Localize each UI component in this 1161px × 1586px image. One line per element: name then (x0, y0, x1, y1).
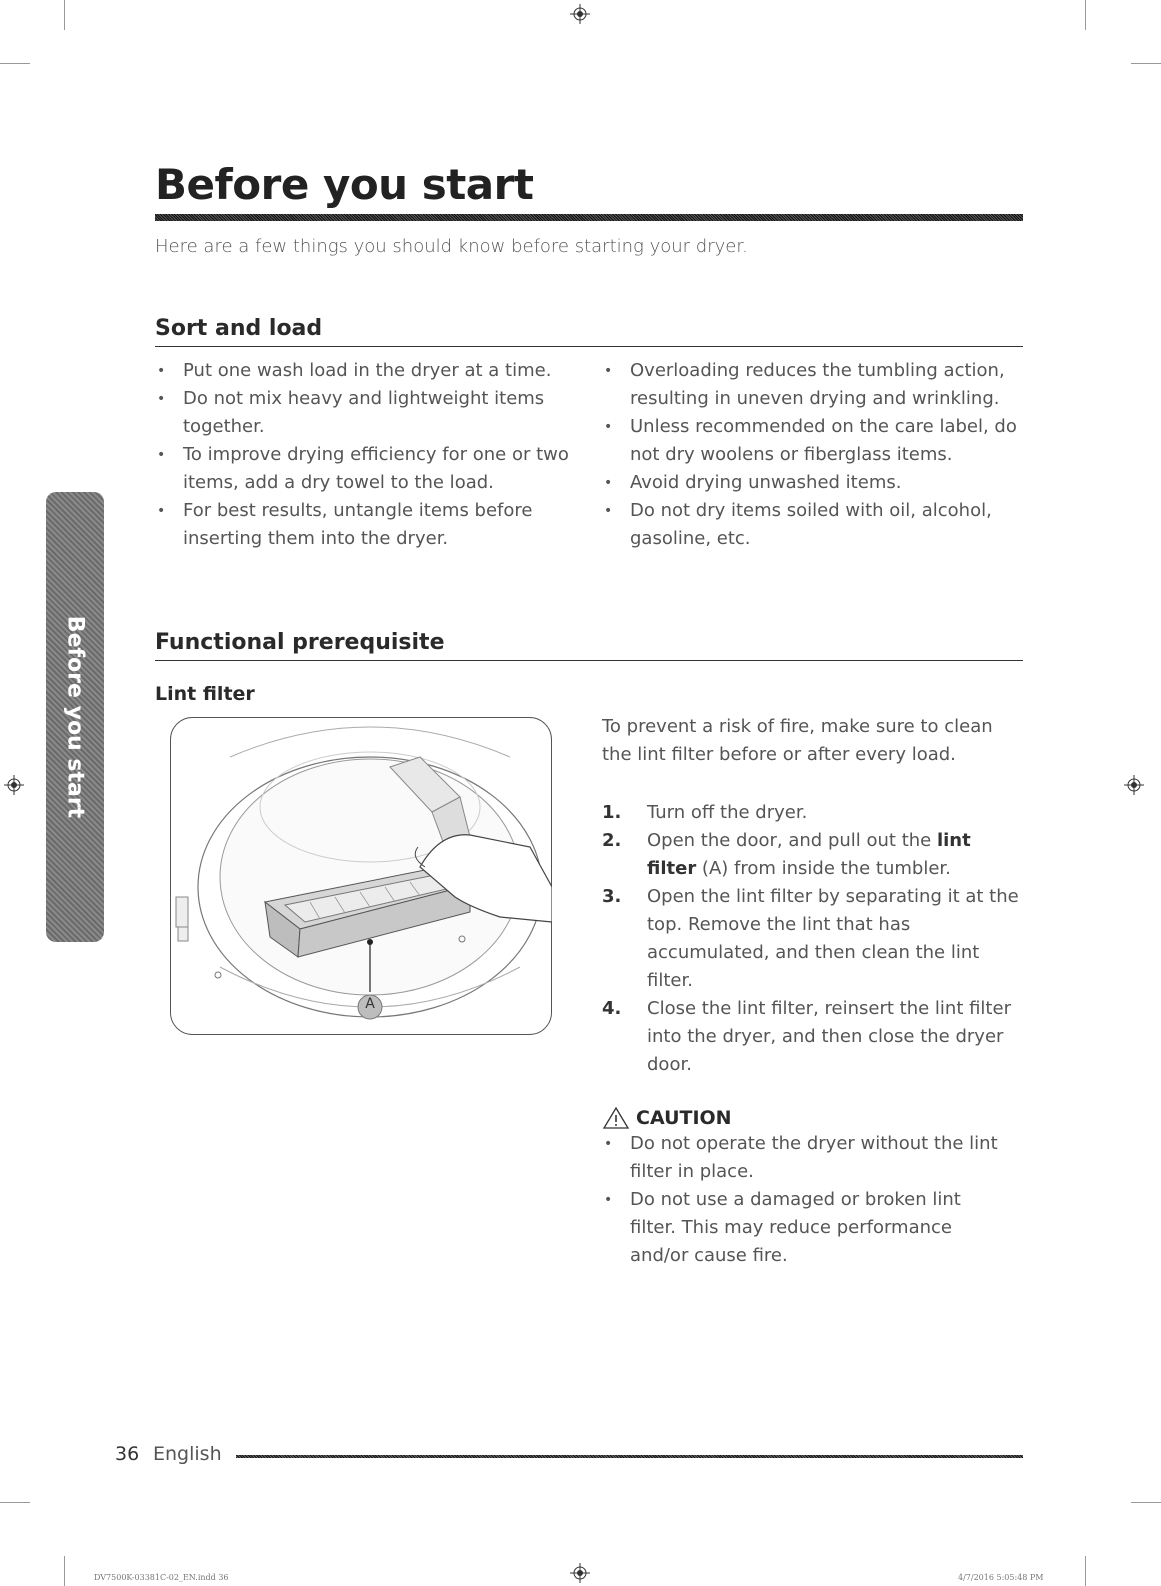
section-heading-functional-prerequisite: Functional prerequisite (155, 630, 445, 655)
section-rule (155, 660, 1023, 661)
step-item (602, 799, 1022, 827)
registration-mark-icon (570, 4, 590, 24)
crop-mark (0, 63, 30, 64)
list-item: • Do not dry items soiled with oil, alcohol, gasoline, etc. (602, 497, 1022, 553)
lint-filter-steps (602, 799, 1022, 1079)
figure-label-a: A (365, 996, 375, 1012)
print-slug-date: 4/7/2016 5:05:48 PM (958, 1573, 1044, 1582)
caution-label: CAUTION (636, 1107, 732, 1129)
step-text-bold: lint filter (647, 830, 971, 879)
footer-language: English (153, 1443, 222, 1465)
sort-load-left-list (155, 357, 570, 553)
title-rule (155, 214, 1023, 221)
sort-load-right-list (602, 357, 1022, 553)
footer-rule (236, 1455, 1023, 1458)
page-title: Before you start (155, 160, 534, 209)
registration-mark-icon (570, 1563, 590, 1583)
step-text: Open the lint filter by separating it at the top. Remove the lint that has accumulated, and then clean the lint filter. (647, 886, 1019, 991)
lint-filter-illustration (170, 717, 552, 1035)
section-heading-sort-and-load: Sort and load (155, 316, 323, 341)
crop-mark (64, 0, 65, 30)
registration-mark-icon (4, 775, 24, 795)
list-item: • To improve drying efficiency for one or two items, add a dry towel to the load. (155, 441, 570, 497)
subheading-lint-filter: Lint filter (155, 683, 255, 705)
crop-mark (1085, 1556, 1086, 1586)
warning-triangle-icon (602, 1106, 630, 1130)
step-text: Close the lint filter, reinsert the lint filter into the dryer, and then close the dryer door. (647, 998, 1011, 1075)
step-number: 2. (602, 830, 622, 851)
step-number: 4. (602, 998, 622, 1019)
section-rule (155, 346, 1023, 347)
print-slug-file: DV7500K-03381C-02_EN.indd 36 (94, 1573, 229, 1582)
list-item: • Do not mix heavy and lightweight items together. (155, 385, 570, 441)
step-text: (A) from inside the tumbler. (696, 858, 951, 879)
step-item (602, 883, 1022, 995)
list-item: • Overloading reduces the tumbling action, resulting in uneven drying and wrinkling. (602, 357, 1022, 413)
list-item: • Avoid drying unwashed items. (602, 469, 1022, 497)
step-number: 3. (602, 886, 622, 907)
step-text: Turn off the dryer. (647, 802, 808, 823)
crop-mark (1131, 63, 1161, 64)
step-item (602, 995, 1022, 1079)
side-tab-label: Before you start (62, 615, 88, 819)
crop-mark (0, 1502, 30, 1503)
step-number: 1. (602, 802, 622, 823)
list-item: • Do not operate the dryer without the lint filter in place. (602, 1130, 1012, 1186)
list-item: • Do not use a damaged or broken lint filter. This may reduce performance and/or cause fire. (602, 1186, 1012, 1270)
page-number: 36 (115, 1443, 140, 1465)
list-item: • Unless recommended on the care label, do not dry woolens or fiberglass items. (602, 413, 1022, 469)
registration-mark-icon (1124, 775, 1144, 795)
step-text: Open the door, and pull out the (647, 830, 937, 851)
side-section-tab (46, 492, 104, 942)
caution-list (602, 1130, 1012, 1270)
lint-filter-intro: To prevent a risk of fire, make sure to clean the lint filter before or after every load. (602, 716, 993, 765)
list-item: • Put one wash load in the dryer at a time. (155, 357, 570, 385)
crop-mark (64, 1556, 65, 1586)
crop-mark (1085, 0, 1086, 30)
page-intro: Here are a few things you should know before starting your dryer. (155, 236, 748, 257)
step-item (602, 827, 1022, 883)
caution-heading (602, 1106, 732, 1130)
list-item: • For best results, untangle items before inserting them into the dryer. (155, 497, 570, 553)
crop-mark (1131, 1502, 1161, 1503)
